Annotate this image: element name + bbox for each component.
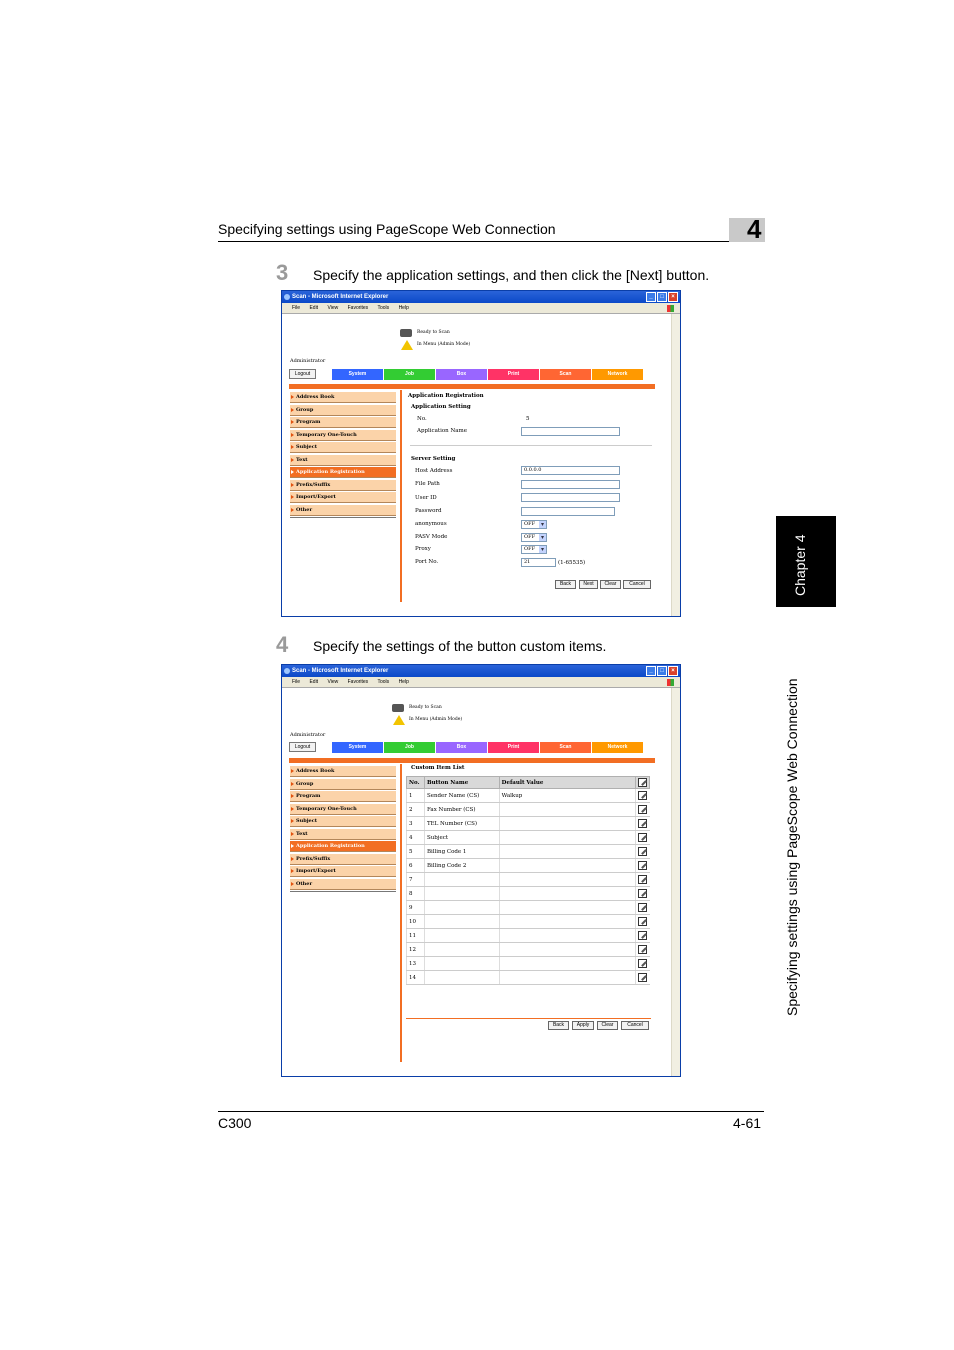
warning-icon — [401, 340, 413, 350]
tab-box[interactable]: Box — [436, 369, 487, 380]
close-icon[interactable]: × — [668, 292, 678, 302]
cell-button-name — [424, 929, 499, 943]
tab-print[interactable]: Print — [488, 369, 539, 380]
edit-icon[interactable] — [638, 889, 647, 898]
cell-no: 4 — [407, 831, 425, 845]
cell-default-value — [499, 887, 635, 901]
cell-default-value — [499, 901, 635, 915]
page-content — [282, 688, 680, 1076]
cell-button-name — [424, 957, 499, 971]
app-setting-title: Application Setting — [411, 404, 471, 410]
list-title: Custom Item List — [411, 765, 465, 771]
edit-icon[interactable] — [638, 875, 647, 884]
edit-icon[interactable] — [638, 945, 647, 954]
cell-default-value: Walkup — [499, 789, 635, 803]
tab-underline-bar — [289, 758, 655, 763]
cell-button-name: Sender Name (CS) — [424, 789, 499, 803]
edit-icon[interactable] — [638, 973, 647, 982]
tab-network[interactable]: Network — [592, 369, 643, 380]
side-item-group[interactable]: Group — [290, 405, 396, 416]
footer-page-number: 4-61 — [733, 1115, 762, 1131]
table-row — [407, 943, 650, 957]
col-button-name: Button Name — [424, 777, 499, 789]
cell-no: 11 — [407, 929, 425, 943]
table-row — [407, 901, 650, 915]
edit-icon[interactable] — [638, 931, 647, 940]
cell-default-value — [499, 831, 635, 845]
edit-icon[interactable] — [638, 861, 647, 870]
user-id-input[interactable] — [521, 493, 620, 502]
browser-window-1 — [281, 290, 681, 617]
back-button[interactable]: Back — [555, 580, 576, 589]
logout-button[interactable]: Logout — [289, 742, 316, 752]
close-icon[interactable]: × — [668, 666, 678, 676]
side-chapter-label: Chapter 4 — [792, 534, 808, 596]
tab-underline-bar — [289, 384, 655, 389]
windows-flag-icon — [667, 305, 674, 312]
cell-button-name: Billing Code 1 — [424, 845, 499, 859]
edit-icon[interactable] — [638, 917, 647, 926]
edit-icon[interactable] — [638, 833, 647, 842]
table-row — [407, 957, 650, 971]
tab-system[interactable]: System — [332, 369, 383, 380]
table-row — [407, 887, 650, 901]
file-path-label: File Path — [415, 481, 440, 487]
password-label: Password — [415, 508, 442, 514]
status-mode: In Menu (Admin Mode) — [417, 342, 471, 347]
cell-no: 10 — [407, 915, 425, 929]
table-row — [407, 845, 650, 859]
window-titlebar — [282, 665, 680, 677]
cell-button-name — [424, 943, 499, 957]
cell-no: 12 — [407, 943, 425, 957]
tab-job[interactable]: Job — [384, 369, 435, 380]
table-row — [407, 831, 650, 845]
table-row — [407, 859, 650, 873]
menu-view[interactable]: View — [327, 305, 339, 311]
anonymous-label: anonymous — [415, 521, 447, 527]
cell-default-value — [499, 845, 635, 859]
content-divider — [400, 390, 402, 602]
side-item-address-book[interactable]: Address Book — [290, 392, 396, 403]
host-label: Host Address — [415, 468, 453, 474]
menu-favorites[interactable]: Favorites — [347, 679, 369, 685]
side-item-import-export[interactable]: Import/Export — [290, 492, 396, 503]
side-item-text[interactable]: Text — [290, 829, 396, 840]
clear-button[interactable]: Clear — [597, 1021, 618, 1030]
table-row — [407, 803, 650, 817]
cell-default-value — [499, 915, 635, 929]
cell-default-value — [499, 943, 635, 957]
app-name-input[interactable] — [521, 427, 620, 436]
printer-icon — [400, 329, 412, 337]
cell-default-value — [499, 859, 635, 873]
user-id-label: User ID — [415, 495, 437, 501]
side-item-subject[interactable]: Subject — [290, 816, 396, 827]
status-ready: Ready to Scan — [409, 705, 442, 710]
table-row — [407, 789, 650, 803]
cell-no: 7 — [407, 873, 425, 887]
cell-no: 2 — [407, 803, 425, 817]
cell-button-name: TEL Number (CS) — [424, 817, 499, 831]
side-item-application-registration[interactable]: Application Registration — [290, 841, 396, 852]
col-default-value: Default Value — [499, 777, 635, 789]
cell-button-name — [424, 873, 499, 887]
section-title: Application Registration — [408, 393, 484, 399]
minimize-icon[interactable]: _ — [646, 666, 656, 676]
menu-bar — [282, 677, 680, 688]
cell-no: 14 — [407, 971, 425, 985]
custom-item-table — [406, 776, 650, 985]
tab-box[interactable]: Box — [436, 742, 487, 753]
tab-system[interactable]: System — [332, 742, 383, 753]
port-range: (1-65535) — [558, 560, 586, 566]
ie-icon — [284, 294, 290, 300]
side-menu — [290, 392, 396, 520]
cell-no: 9 — [407, 901, 425, 915]
footer-rule — [218, 1111, 764, 1112]
running-header: Specifying settings using PageScope Web Connection — [218, 221, 556, 237]
cell-default-value — [499, 957, 635, 971]
password-input[interactable] — [521, 507, 615, 516]
tab-job[interactable]: Job — [384, 742, 435, 753]
cell-button-name — [424, 971, 499, 985]
side-item-application-registration[interactable]: Application Registration — [290, 467, 396, 478]
side-menu — [290, 766, 396, 894]
side-item-other[interactable]: Other — [290, 505, 396, 516]
step-number: 3 — [276, 260, 289, 285]
maximize-icon[interactable]: □ — [657, 666, 667, 676]
side-section-label: Specifying settings using PageScope Web Connection — [784, 678, 800, 1016]
cell-no: 1 — [407, 789, 425, 803]
port-input[interactable]: 21 — [521, 558, 556, 567]
host-input[interactable]: 0.0.0.0 — [521, 466, 620, 475]
table-header-row — [407, 777, 650, 789]
menu-tools[interactable]: Tools — [377, 679, 390, 685]
no-value: 5 — [526, 416, 530, 422]
window-title: Scan - Microsoft Internet Explorer — [292, 294, 389, 300]
admin-label: Administrator — [290, 732, 326, 738]
page-content — [282, 314, 680, 616]
table-bottom-rule — [406, 1018, 651, 1019]
vertical-scrollbar[interactable] — [671, 314, 680, 616]
tab-scan[interactable]: Scan — [540, 742, 591, 753]
menu-help[interactable]: Help — [398, 679, 409, 685]
port-label: Port No. — [415, 559, 439, 565]
proxy-select[interactable]: OFF ▾ — [521, 545, 547, 554]
tab-scan[interactable]: Scan — [540, 369, 591, 380]
table-row — [407, 915, 650, 929]
edit-icon[interactable] — [638, 805, 647, 814]
apply-button[interactable]: Apply — [572, 1021, 594, 1030]
anonymous-select[interactable]: OFF ▾ — [521, 520, 547, 529]
main-tabs — [332, 369, 643, 380]
side-item-program[interactable]: Program — [290, 417, 396, 428]
no-label: No. — [417, 416, 427, 422]
admin-label: Administrator — [290, 358, 326, 364]
windows-flag-icon — [667, 679, 674, 686]
table-row — [407, 971, 650, 985]
side-item-address-book[interactable]: Address Book — [290, 766, 396, 777]
chapter-number: 4 — [747, 214, 762, 244]
col-no: No. — [407, 777, 425, 789]
table-row — [407, 817, 650, 831]
cell-button-name: Billing Code 2 — [424, 859, 499, 873]
cell-button-name — [424, 901, 499, 915]
cancel-button[interactable]: Cancel — [621, 1021, 649, 1030]
side-item-text[interactable]: Text — [290, 455, 396, 466]
cancel-button[interactable]: Cancel — [623, 580, 651, 589]
side-item-program[interactable]: Program — [290, 791, 396, 802]
section-divider — [410, 445, 652, 446]
menu-bar — [282, 303, 680, 314]
browser-window-2 — [281, 664, 681, 1077]
side-item-temporary-one-touch[interactable]: Temporary One-Touch — [290, 430, 396, 441]
edit-icon[interactable] — [638, 819, 647, 828]
main-tabs — [332, 742, 643, 753]
content-divider — [400, 764, 402, 1062]
edit-icon[interactable] — [638, 847, 647, 856]
side-item-temporary-one-touch[interactable]: Temporary One-Touch — [290, 804, 396, 815]
printer-icon — [392, 704, 404, 712]
cell-default-value — [499, 873, 635, 887]
edit-icon[interactable] — [638, 903, 647, 912]
app-name-label: Application Name — [417, 428, 468, 434]
step-text: Specify the application settings, and then click the [Next] button. — [313, 267, 710, 283]
logout-button[interactable]: Logout — [289, 369, 316, 379]
cell-default-value — [499, 803, 635, 817]
menu-edit[interactable]: Edit — [309, 305, 319, 311]
cell-no: 8 — [407, 887, 425, 901]
file-path-input[interactable] — [521, 480, 620, 489]
cell-default-value — [499, 817, 635, 831]
side-item-prefix-suffix[interactable]: Prefix/Suffix — [290, 854, 396, 865]
cell-no: 3 — [407, 817, 425, 831]
status-mode: In Menu (Admin Mode) — [409, 717, 463, 722]
minimize-icon[interactable]: _ — [646, 292, 656, 302]
next-button[interactable]: Next — [579, 580, 598, 589]
footer-model: C300 — [218, 1115, 252, 1131]
cell-no: 6 — [407, 859, 425, 873]
cell-button-name — [424, 887, 499, 901]
status-ready: Ready to Scan — [417, 330, 450, 335]
menu-tools[interactable]: Tools — [377, 305, 390, 311]
side-item-other[interactable]: Other — [290, 879, 396, 890]
header-rule — [218, 241, 764, 242]
step-text: Specify the settings of the button custom items. — [313, 638, 607, 654]
edit-icon[interactable] — [638, 791, 647, 800]
side-item-group[interactable]: Group — [290, 779, 396, 790]
window-title: Scan - Microsoft Internet Explorer — [292, 668, 389, 674]
step-number: 4 — [276, 632, 289, 657]
side-item-import-export[interactable]: Import/Export — [290, 866, 396, 877]
ie-icon — [284, 668, 290, 674]
menu-view[interactable]: View — [327, 679, 339, 685]
cell-no: 13 — [407, 957, 425, 971]
tab-print[interactable]: Print — [488, 742, 539, 753]
maximize-icon[interactable]: □ — [657, 292, 667, 302]
cell-button-name — [424, 915, 499, 929]
server-setting-title: Server Setting — [411, 456, 456, 462]
clear-button[interactable]: Clear — [600, 580, 621, 589]
menu-favorites[interactable]: Favorites — [347, 305, 369, 311]
side-item-subject[interactable]: Subject — [290, 442, 396, 453]
warning-icon — [393, 715, 405, 725]
cell-no: 5 — [407, 845, 425, 859]
vertical-scrollbar[interactable] — [671, 688, 680, 1076]
table-row — [407, 929, 650, 943]
pasv-select[interactable]: OFF ▾ — [521, 533, 547, 542]
menu-edit[interactable]: Edit — [309, 679, 319, 685]
window-titlebar — [282, 291, 680, 303]
side-item-prefix-suffix[interactable]: Prefix/Suffix — [290, 480, 396, 491]
cell-button-name: Subject — [424, 831, 499, 845]
pasv-label: PASV Mode — [415, 534, 448, 540]
cell-default-value — [499, 971, 635, 985]
back-button[interactable]: Back — [548, 1021, 569, 1030]
menu-file[interactable]: File — [292, 305, 301, 311]
proxy-label: Proxy — [415, 546, 431, 552]
tab-network[interactable]: Network — [592, 742, 643, 753]
menu-help[interactable]: Help — [398, 305, 409, 311]
edit-icon[interactable] — [638, 959, 647, 968]
table-row — [407, 873, 650, 887]
edit-icon[interactable] — [638, 778, 647, 787]
menu-file[interactable]: File — [292, 679, 301, 685]
cell-default-value — [499, 929, 635, 943]
cell-button-name: Fax Number (CS) — [424, 803, 499, 817]
